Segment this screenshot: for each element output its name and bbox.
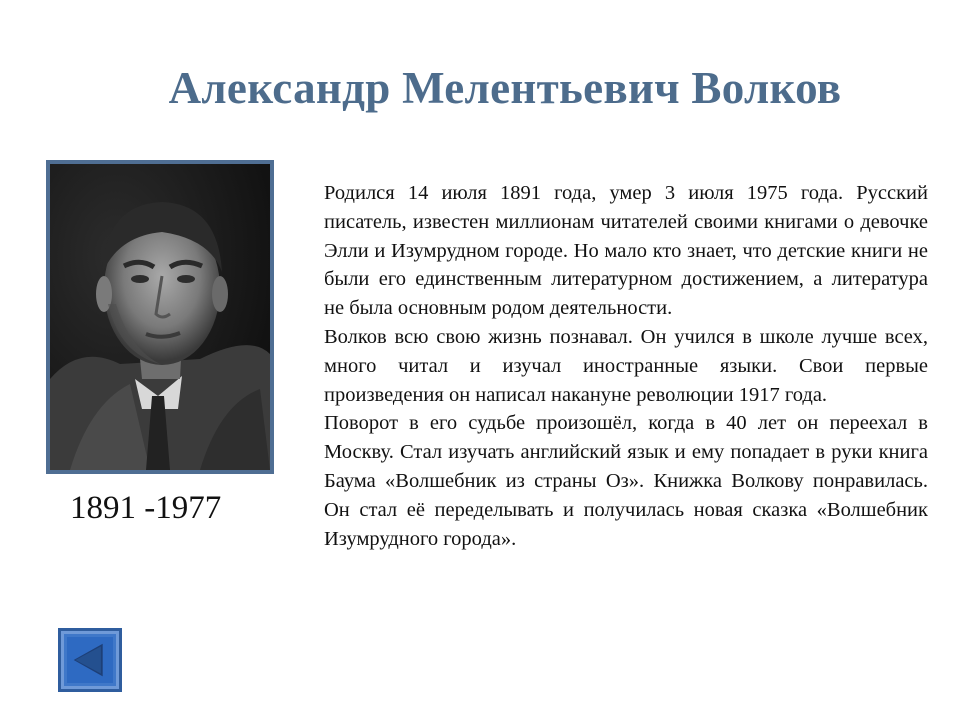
portrait-photo [46, 160, 274, 474]
triangle-left-icon [61, 631, 119, 689]
biography-text [324, 179, 928, 553]
bio-paragraph: Волков всю свою жизнь познавал. Он учился в школе лучше всех, много читал и изучал иностранные языки. Свои первые произведения он написал накануне революции 1917 года. [324, 325, 928, 406]
back-button[interactable] [58, 628, 122, 692]
slide-title: Александр Мелентьевич Волков [168, 63, 842, 113]
bio-paragraph: Родился 14 июля 1891 года, умер 3 июля 1975 года. Русский писатель, известен миллионам читателей своими книгами о девочке Элли и Изумрудном городе. Но мало кто знает, что детские книги не были его единственным литературном достижением, а литература не была основным родом деятельности. [324, 182, 928, 320]
bio-paragraph: Поворот в его судьбе произошёл, когда в 40 лет он переехал в Москву. Стал изучать английский язык и ему попадает в руки книга Баума «Волшебник из страны Оз». Книжка Волкову понравилась. Он стал её переделывать и получилась новая сказка «Волшебник Изумрудного города». [324, 412, 928, 550]
life-years: 1891 -1977 [70, 490, 222, 526]
portrait-image [50, 164, 270, 470]
